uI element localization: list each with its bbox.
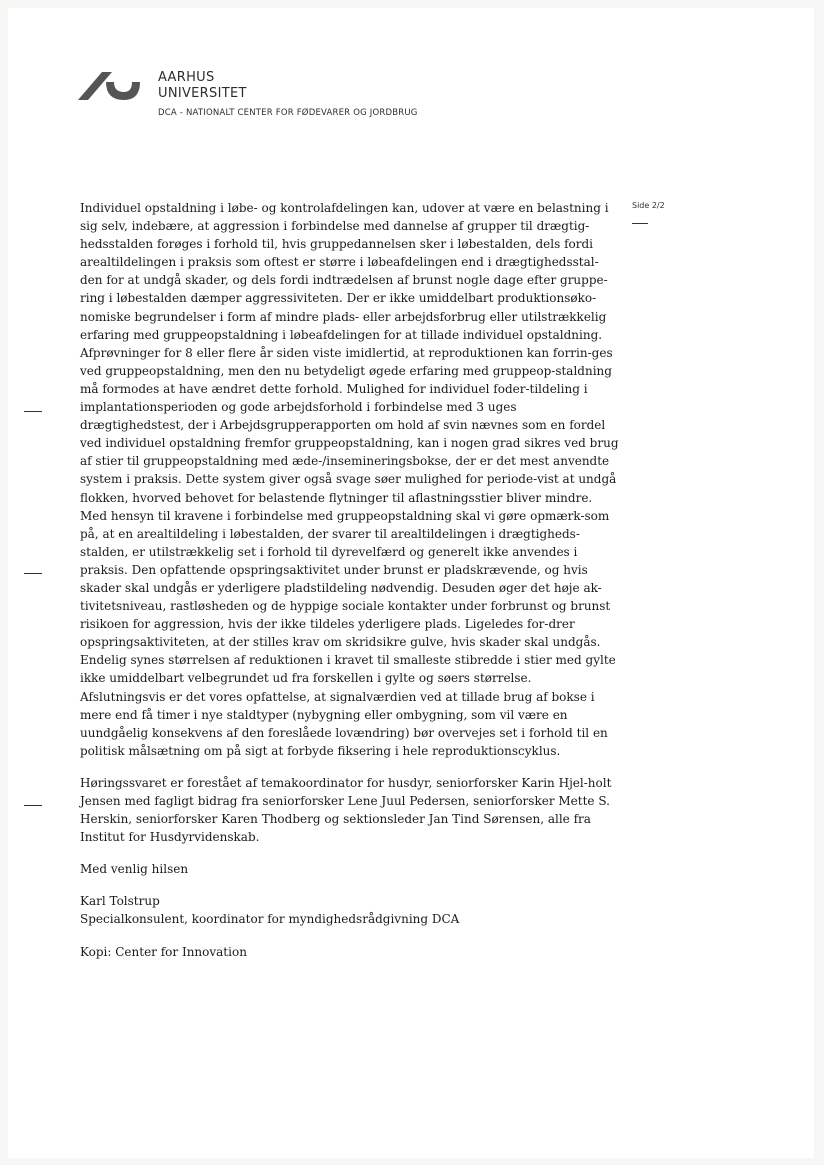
page-number-rule [632,223,648,224]
header-brand [158,70,418,119]
paragraph: Individuel opstaldning i løbe- og kontrolafdelingen kan, udover at være en belastning i sig selv, indebære, at aggression i forbindelse med dannelse af grupper til drægtig-hedsstalden forøges i forhold til, hvis gruppedannelsen sker i løbestalden, dels fordi arealtildelingen i praksis som oftest er større i løbeafdelingen end i drægtighedsstal-den for at undgå skader, og dels fordi indtrædelsen af brunst nogle dage efter gruppe-ring i løbestalden dæmper aggressiviteten. Der er ikke umiddelbart produktionsøko-nomiske begrundelser i form af mindre plads- eller arbejdsforbrug eller utilstrækkelig erfaring med gruppeopstaldning i løbeafdelingen for at tillade individuel opstaldning. Afprøvninger for 8 eller flere år siden viste imidlertid, at reproduktionen kan forrin-ges ved gruppeopstaldning, men den nu betydeligt øgede erfaring med gruppeop-staldning må formodes at have ændret dette forhold. Mulighed for individuel foder-tildeling i implantationsperioden og gode arbejdsforhold i forbindelse med 3 uges drægtighedstest, der i Arbejdsgrupperapporten om hold af svin nævnes som en fordel ved individuel opstaldning fremfor gruppeopstaldning, kan i nogen grad sikres ved brug af stier til gruppeopstaldning med æde-/insemineringsbokse, der er det mest anvendte system i praksis. Dette system giver også svage søer mulighed for periode-vist at undgå flokken, hvorved behovet for belastende flytninger til aflastningsstier bliver mindre. [80,201,619,505]
paragraph: Høringssvaret er forestået af temakoordinator for husdyr, seniorforsker Karin Hjel-holt Jensen med fagligt bidrag fra seniorforsker Lene Juul Pedersen, seniorforsker Mette S. Herskin, seniorforsker Karen Thodberg og sektionsleder Jan Tind Sørensen, alle fra Institut for Husdyrvidenskab. [80,775,612,845]
page-number: Side 2/2 [632,201,665,210]
aarhus-university-logo [72,60,152,108]
fold-mark [24,805,42,806]
copy-recipient: Kopi: Center for Innovation [80,944,247,959]
signature-title: Specialkonsulent, koordinator for myndighedsrådgivning DCA [80,912,460,927]
fold-mark [24,573,42,574]
closing-greeting: Med venlig hilsen [80,862,189,877]
paragraph: Afslutningsvis er det vores opfattelse, at signalværdien ved at tillade brug af bokse i mere end få timer i nye staldtyper (nybygning eller ombygning, som vil være en uundgåelig konsekvens af den foreslåede lovændring) bør overvejes set i forhold til en politisk målsætning om på sigt at forbyde fiksering i hele reproduktionscyklus. [80,689,608,758]
fold-mark [24,411,42,412]
org-name-line2: UNIVERSITET [158,86,247,101]
signature-name: Karl Tolstrup [80,894,160,909]
paragraph: Med hensyn til kravene i forbindelse med gruppeopstaldning skal vi gøre opmærk-som på, at en arealtildeling i løbestalden, der svarer til arealtildelingen i drægtigheds-stalden, er utilstrækkelig set i forhold til dyrevelfærd og generelt ikke anvendes i praksis. Den opfattende opspringsaktivitet under brunst er pladskrævende, og hvis skader skal undgås er yderligere pladstildeling nødvendig. Desuden øger det høje ak-tivitetsniveau, rastløsheden og de hyppige sociale kontakter under forbrunst og brunst risikoen for aggression, hvis der ikke tildeles yderligere plads. Ligeledes for-drer opspringsaktiviteten, at der stilles krav om skridsikre gulve, hvis skader skal undgås. Endelig synes størrelsen af reduktionen i kravet til smalleste stibredde i stier med gylte ikke umiddelbart velbegrundet ud fra forskellen i gylte og søers størrelse. [80,508,616,686]
department-name: DCA - NATIONALT CENTER FOR FØDEVARER OG JORDBRUG [158,108,418,118]
letter-body [80,199,620,961]
org-name-line1: AARHUS [158,70,215,85]
